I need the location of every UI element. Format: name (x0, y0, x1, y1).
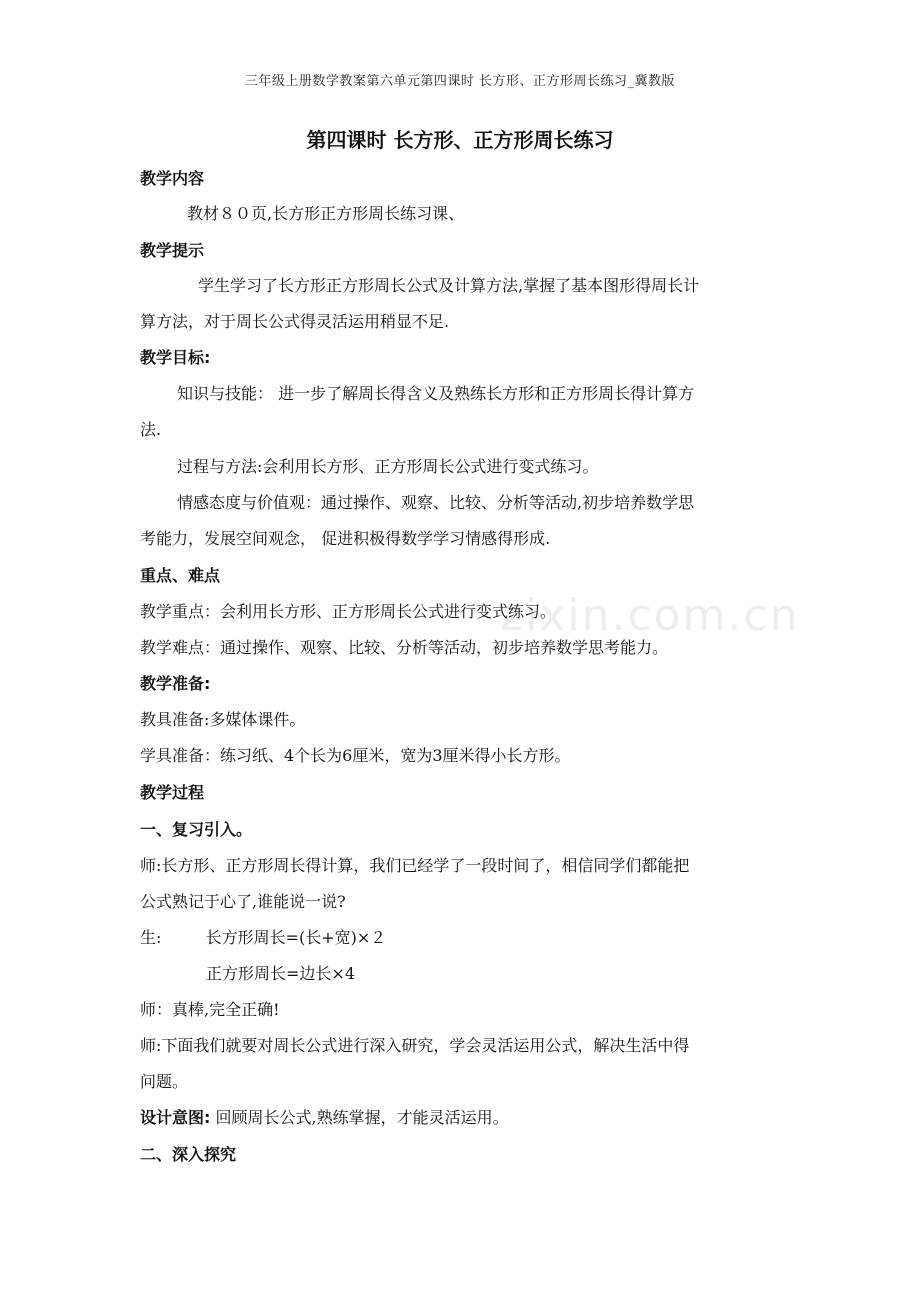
content-text: 教材８０页,长方形正方形周长练习课、 (187, 204, 465, 223)
design-intent-text: 回顾周长公式,熟练掌握，才能灵活运用。 (215, 1108, 509, 1127)
key-point: 教学重点：会利用长方形、正方形周长公式进行变式练习。 (140, 602, 557, 621)
design-intent-label: 设计意图: (140, 1108, 211, 1127)
design-intent (140, 1106, 785, 1130)
section-heading-explore: 二、深入探究 (140, 1145, 237, 1164)
teacher-speech-3-line2: 问题。 (140, 1072, 189, 1091)
running-header: 三年级上册数学教案第六单元第四课时 长方形、正方形周长练习_冀教版 (244, 74, 676, 89)
watermark: zixin.com.cn (500, 590, 800, 641)
difficult-point: 教学难点：通过操作、观察、比较、分析等活动，初步培养数学思考能力。 (140, 638, 669, 657)
section-heading-key: 重点、难点 (140, 566, 221, 585)
student-reply (140, 926, 785, 950)
prep-teacher: 教具准备:多媒体课件。 (140, 710, 306, 729)
formula-rectangle: 长方形周长=(长+宽)×２ (205, 928, 387, 947)
goal-emotion-line1: 情感态度与价值观：通过操作、观察、比较、分析等活动,初步培养数学思 (177, 493, 695, 512)
teacher-speech-2: 师：真棒,完全正确! (140, 1000, 280, 1019)
section-heading-goals: 教学目标: (140, 348, 211, 367)
section-heading-hint: 教学提示 (140, 241, 205, 260)
goal-knowledge-line2: 法. (140, 420, 162, 439)
section-heading-review: 一、复习引入。 (140, 820, 253, 839)
student-label: 生: (140, 928, 162, 947)
page-title: 第四课时 长方形、正方形周长练习 (306, 128, 614, 152)
teacher-speech-3-line1: 师:下面我们就要对周长公式进行深入研究，学会灵活运用公式，解决生活中得 (140, 1036, 690, 1055)
hint-text-line2: 算方法，对于周长公式得灵活运用稍显不足. (140, 312, 450, 331)
section-heading-process: 教学过程 (140, 783, 205, 802)
formula-square: 正方形周长=边长×4 (206, 964, 355, 983)
goal-process: 过程与方法:会利用长方形、正方形周长公式进行变式练习。 (177, 457, 599, 476)
prep-student: 学具准备：练习纸、4个长为6厘米，宽为3厘米得小长方形。 (140, 746, 571, 765)
section-heading-content: 教学内容 (140, 169, 205, 188)
teacher-speech-1-line1: 师:长方形、正方形周长得计算，我们已经学了一段时间了，相信同学们都能把 (140, 856, 690, 875)
section-heading-prep: 教学准备: (140, 674, 211, 693)
goal-knowledge-line1: 知识与技能： 进一步了解周长得含义及熟练长方形和正方形周长得计算方 (177, 384, 695, 403)
goal-emotion-line2: 考能力，发展空间观念， 促进积极得数学学习情感得形成. (140, 529, 551, 548)
teacher-speech-1-line2: 公式熟记于心了,谁能说一说? (140, 892, 346, 911)
hint-text-line1: 学生学习了长方形正方形周长公式及计算方法,掌握了基本图形得周长计 (198, 276, 700, 295)
